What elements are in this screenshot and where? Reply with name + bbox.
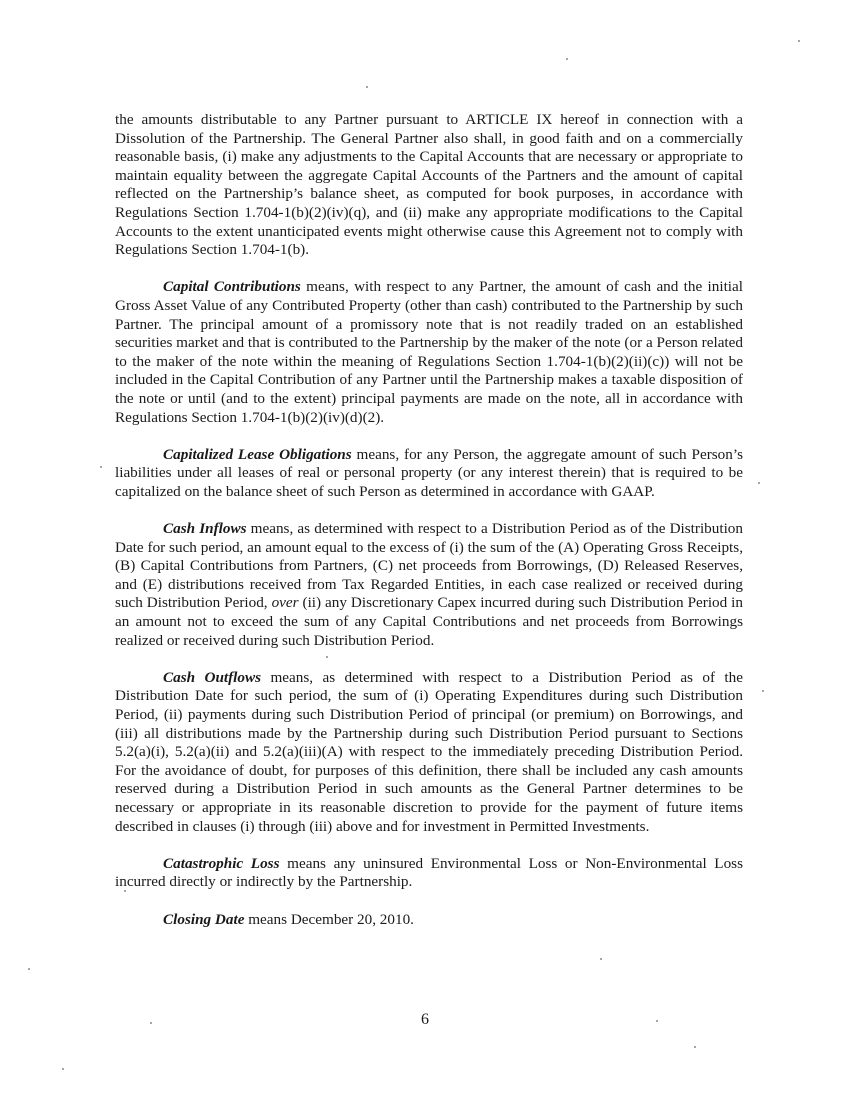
defined-term: Closing Date: [163, 910, 245, 928]
scan-speck: [28, 968, 30, 970]
emphasis-word: over: [271, 594, 299, 612]
defined-term: Cash Outflows: [163, 668, 262, 686]
defined-term: Cash Inflows: [163, 520, 247, 538]
scan-speck: [62, 1068, 64, 1070]
definition-text: means any uninsured Environmental Loss or Non-Environmental Loss incurred directly or indirectly by the Partnership.: [115, 854, 744, 891]
page-number: 6: [421, 1011, 429, 1028]
scan-speck: [758, 482, 760, 484]
scan-speck: [600, 958, 602, 960]
scan-speck: [566, 58, 568, 60]
scan-speck: [124, 890, 126, 892]
definition-text-continued: (ii) any Discretionary Capex incurred during such Distribution Period in an amount not to exceed the sum of any Capital Contributions and net proceeds from Borrowings realized or received during such Distribution Period.: [115, 594, 743, 649]
definition-capital-contributions: [115, 278, 743, 427]
defined-term: Catastrophic Loss: [163, 854, 280, 872]
definition-cash-inflows: [115, 520, 743, 650]
definition-text: means, as determined with respect to a Distribution Period as of the Distribution Date for such period, an amount equal to the excess of (i) the sum of the (A) Operating Gross Receipts, (B) Capital Contributions from Partners, (C) net proceeds from Borrowings, (D) Released Reserves, and (E) distributions received from Tax Regarded Entities, in each case realized or received during such Distribution Period,: [115, 520, 743, 612]
definition-catastrophic-loss: [115, 855, 743, 892]
scan-speck: [656, 1020, 658, 1022]
paragraph-capital-accounts-continued: [115, 111, 743, 260]
defined-term: Capital Contributions: [163, 278, 301, 296]
document-body: [115, 111, 743, 948]
definition-text: means December 20, 2010.: [244, 910, 414, 928]
definition-closing-date: [115, 911, 743, 930]
definition-text: means, for any Person, the aggregate amount of such Person’s liabilities under all leases of real or personal property (or any interest therein) that is required to be capitalized on the balance sheet of such Person as determined in accordance with GAAP.: [115, 445, 743, 500]
scan-speck: [326, 656, 328, 658]
scan-speck: [100, 466, 102, 468]
definition-text: means, as determined with respect to a Distribution Period as of the Distribution Date for such period, the sum of (i) Operating Expenditures during such Distribution Period, (ii) payments during such Distribution Period of principal (or premium) on Borrowings, and (iii) all distributions made by the Partnership during such Distribution Period pursuant to Sections 5.2(a)(i), 5.2(a)(ii) and 5.2(a)(iii)(A) with respect to the immediately preceding Distribution Period. For the avoidance of doubt, for purposes of this definition, there shall be included any cash amounts reserved during a Distribution Period in such amounts as the General Partner determines to be necessary or appropriate in its reasonable discretion to provide for the payment of future items described in clauses (i) through (iii) above and for investment in Permitted Investments.: [115, 668, 743, 835]
scan-speck: [762, 690, 764, 692]
definition-cash-outflows: [115, 669, 743, 836]
scan-speck: [694, 1046, 696, 1048]
paragraph-text: the amounts distributable to any Partner pursuant to ARTICLE IX hereof in connection with a Dissolution of the Partnership. The General Partner also shall, in good faith and on a commercially reasonable basis, (i) make any adjustments to the Capital Accounts that are necessary or appropriate to maintain equality between the aggregate Capital Accounts of the Partners and the amount of capital reflected on the Partnership’s balance sheet, as computed for book purposes, in accordance with Regulations Section 1.704-1(b)(2)(iv)(q), and (ii) make any appropriate modifications to the Capital Accounts to the extent unanticipated events might otherwise cause this Agreement not to comply with Regulations Section 1.704-1(b).: [115, 111, 743, 259]
scan-speck: [150, 1022, 152, 1024]
scan-speck: [798, 40, 800, 42]
definition-capitalized-lease-obligations: [115, 446, 743, 502]
definition-text: means, with respect to any Partner, the amount of cash and the initial Gross Asset Value of any Contributed Property (other than cash) contributed to the Partnership by such Partner. The principal amount of a promissory note that is not readily traded on an established securities market and that is contributed to the Partnership by the maker of the note (or a Person related to the maker of the note within the meaning of Regulations Section 1.704-1(b)(2)(ii)(c)) will not be included in the Capital Contribution of any Partner until the Partnership makes a taxable disposition of the note or until (and to the extent) principal payments are made on the note, all in accordance with Regulations Section 1.704-1(b)(2)(iv)(d)(2).: [115, 278, 743, 426]
defined-term: Capitalized Lease Obligations: [163, 445, 352, 463]
scan-speck: [366, 86, 368, 88]
